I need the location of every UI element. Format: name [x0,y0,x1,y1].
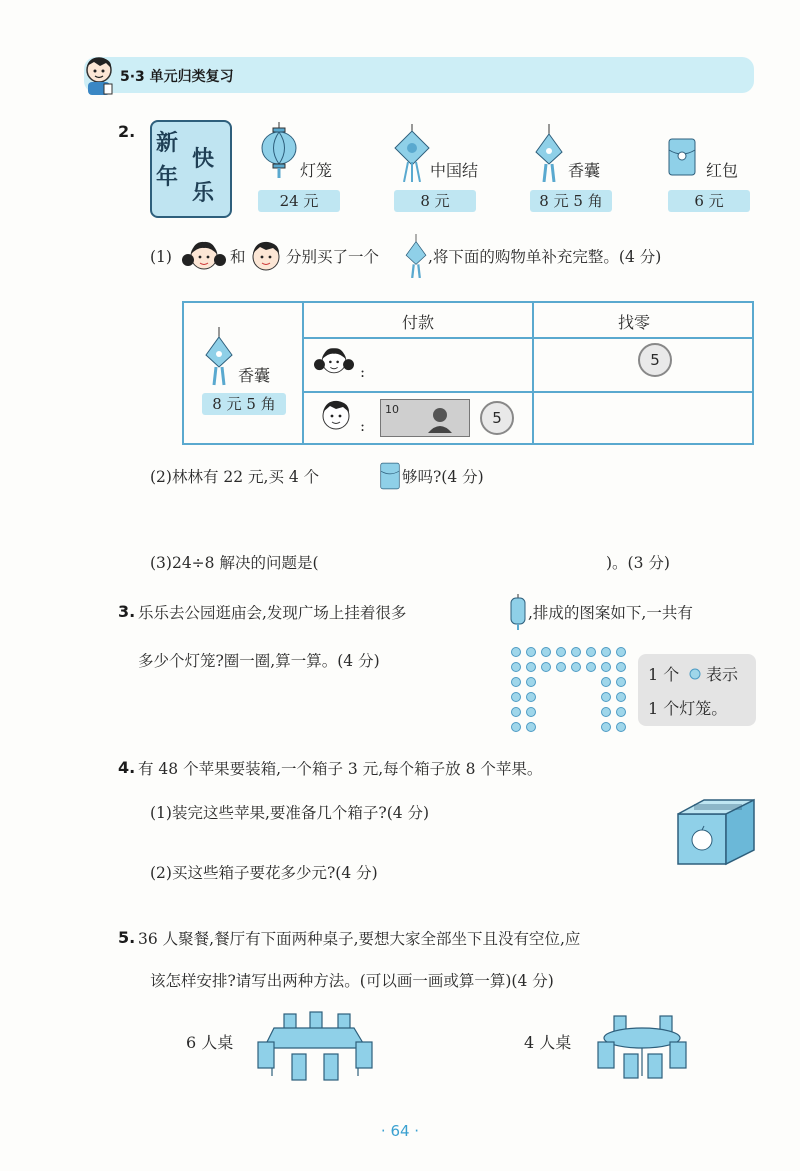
q2-sub1-and: 和 [230,248,246,266]
banknote-value: 10 [385,403,399,416]
boy-payment-colon: : [360,417,366,435]
badge-char-3: 快 [192,147,215,172]
q2-sub2-suffix: 够吗?(4 分) [402,468,484,486]
table-divider-h1 [302,337,752,339]
q4-line1: 有 48 个苹果要装箱,一个箱子 3 元,每个箱子放 8 个苹果。 [138,760,543,778]
table-item-name: 香囊 [238,366,271,385]
legend-box [638,654,756,726]
girl-payment-colon: : [360,363,366,381]
red-envelope-icon [668,138,696,176]
page-number: · 64 · [380,1122,420,1140]
table4-label: 4 人桌 [524,1033,572,1052]
q2-sub2-prefix: (2)林林有 22 元,买 4 个 [150,468,320,486]
legend-line1-a: 1 个 [648,665,680,684]
header-title: 5·3 单元归类复习 [120,69,234,85]
item-name-chinese-knot: 中国结 [430,161,479,180]
column-header-change: 找零 [618,313,651,332]
q2-sub1-middle: 分别买了一个 [286,248,380,266]
coin-5-change: 5 [638,343,672,377]
shopping-list-table [182,301,754,445]
price-lantern: 24 元 [258,190,340,212]
q5-line1: 36 人聚餐,餐厅有下面两种桌子,要想大家全部坐下且没有空位,应 [138,930,581,948]
new-year-badge [150,120,232,218]
q2-sub3-prefix: (3)24÷8 解决的问题是( [150,554,319,572]
red-envelope-inline-icon [380,462,400,490]
q4-sub2: (2)买这些箱子要花多少元?(4 分) [150,864,378,882]
apple-box-icon [676,796,756,866]
item-name-lantern: 灯笼 [300,161,333,180]
q3-line1-suffix: ,排成的图案如下,一共有 [528,604,693,622]
chinese-knot-icon [392,124,432,182]
q2-sub1-prefix: (1) [150,248,172,266]
question-2-number: 2. [118,122,136,141]
question-3-number: 3. [118,602,136,621]
portrait-icon [425,403,455,433]
table-divider-v2 [532,303,534,443]
price-red-envelope: 6 元 [668,190,750,212]
q3-line2: 多少个灯笼?圈一圈,算一算。(4 分) [138,652,380,670]
legend-line2: 1 个灯笼。 [648,699,728,718]
badge-char-2: 年 [156,165,179,190]
legend-line1-b: 表示 [706,665,739,684]
question-4-number: 4. [118,758,136,777]
lantern-inline-icon [508,594,528,630]
q2-sub1-suffix: ,将下面的购物单补充完整。(4 分) [428,248,662,266]
student-mascot-icon [80,54,118,96]
q5-line2: 该怎样安排?请写出两种方法。(可以画一画或算一算)(4 分) [150,972,554,990]
badge-char-4: 乐 [192,181,215,206]
girl-table-icon [314,343,354,379]
boy-icon [248,238,284,274]
badge-char-1: 新 [156,131,179,156]
q3-line1-prefix: 乐乐去公园逛庙会,发现广场上挂着很多 [138,604,407,622]
q2-sub3-answer-blank[interactable] [386,552,606,574]
lantern-dot-pattern [510,646,630,736]
boy-table-icon [318,397,354,433]
lantern-icon [260,122,298,178]
banknote-10-yuan [380,399,470,437]
price-sachet: 8 元 5 角 [530,190,612,212]
legend-dot-icon [688,667,702,681]
q2-sub3-suffix: )。(3 分) [606,554,670,572]
girl-icon [182,238,226,274]
q4-sub1: (1)装完这些苹果,要准备几个箱子?(4 分) [150,804,430,822]
four-person-table-icon [594,1012,690,1082]
item-name-sachet: 香囊 [568,161,601,180]
price-chinese-knot: 8 元 [394,190,476,212]
column-header-pay: 付款 [402,313,435,332]
table-divider-h2 [302,391,752,393]
table6-label: 6 人桌 [186,1033,234,1052]
item-name-red-envelope: 红包 [706,161,739,180]
question-5-number: 5. [118,928,136,947]
sachet-table-icon [204,323,234,389]
table-divider-v1 [302,303,304,443]
coin-5-payment: 5 [480,401,514,435]
sachet-inline-icon [404,234,428,278]
table-item-price: 8 元 5 角 [202,393,286,415]
sachet-icon [534,124,564,182]
six-person-table-icon [254,1008,378,1086]
